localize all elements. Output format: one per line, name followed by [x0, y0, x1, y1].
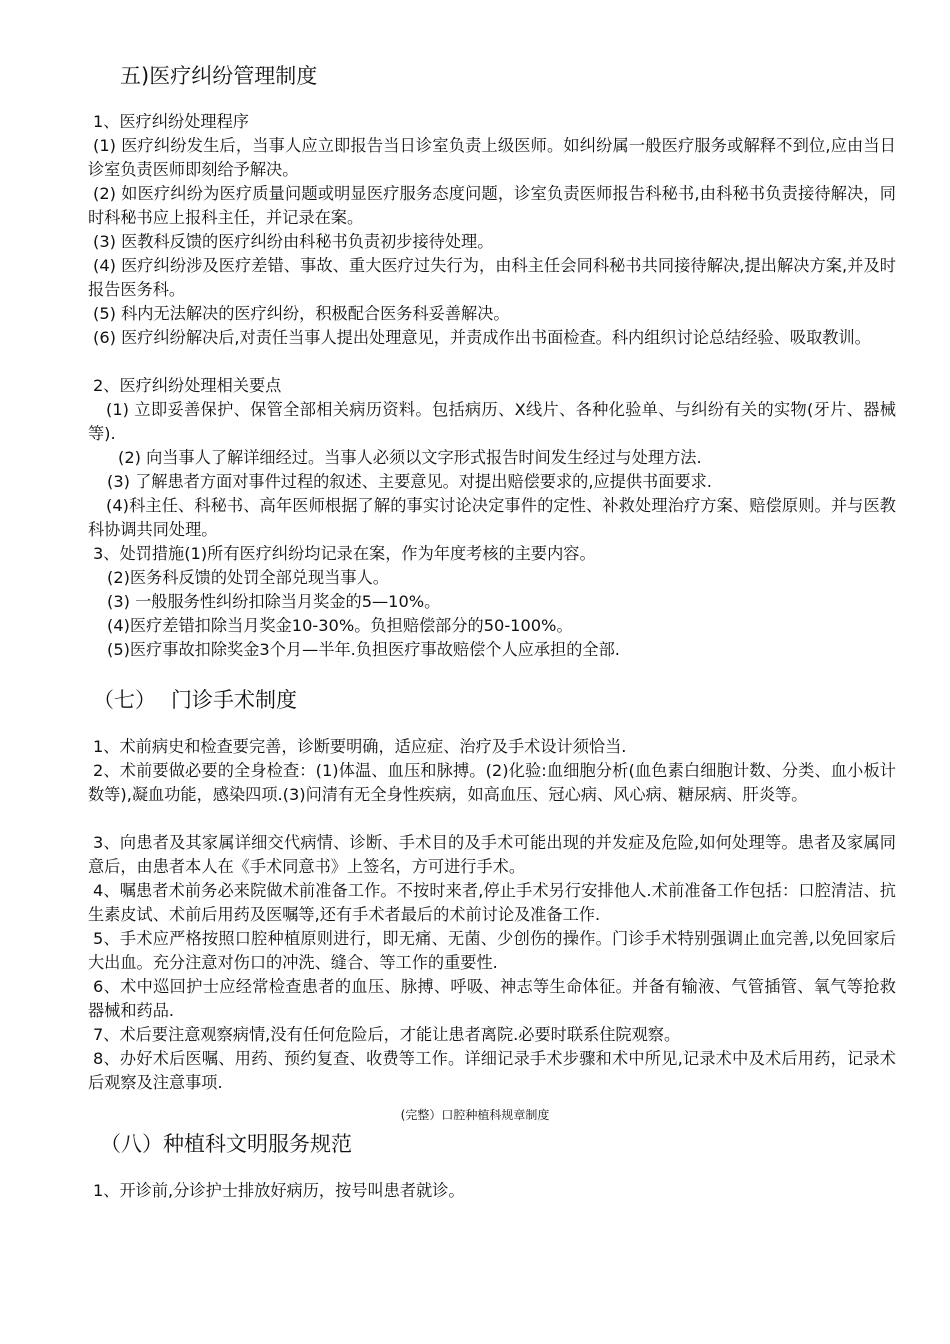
s5-line-15: (4)医疗差错扣除当月奖金10-30%。负担赔偿部分的50-100%。 [107, 616, 573, 635]
s5-line-8: (1) 立即妥善保护、保管全部相关病历资料。包括病历、X线片、各种化验单、与纠纷有关的实物(牙片、器械等). [88, 400, 896, 443]
s5-line-10: (3) 了解患者方面对事件过程的叙述、主要意见。对提出赔偿要求的,应提供书面要求. [107, 472, 712, 491]
s5-line-11: (4)科主任、科秘书、高年医师根据了解的事实讨论决定事件的定性、补救处理治疗方案、赔偿原则。并与医教科协调共同处理。 [88, 496, 896, 539]
s7-line-7: 8、办好术后医嘱、用药、预约复查、收费等工作。详细记录手术步骤和术中所见,记录术中及术后用药，记录术后观察及注意事项. [88, 1049, 896, 1092]
section5-title: 五)医疗纠纷管理制度 [120, 64, 318, 88]
s7-line-2: 3、向患者及其家属详细交代病情、诊断、手术目的及手术可能出现的并发症及危险,如何处理等。患者及家属同意后，由患者本人在《手术同意书》上签名，方可进行手术。 [88, 833, 896, 876]
section8-title: （八）种植科文明服务规范 [100, 1132, 352, 1156]
s7-line-6: 7、术后要注意观察病情,没有任何危险后，才能让患者离院.必要时联系住院观察。 [93, 1025, 681, 1044]
s7-line-0: 1、术前病史和检查要完善，诊断要明确，适应症、治疗及手术设计须恰当. [93, 737, 627, 756]
s5-line-16: (5)医疗事故扣除奖金3个月—半年.负担医疗事故赔偿个人应承担的全部. [107, 640, 620, 659]
s5-line-9: (2) 向当事人了解详细经过。当事人必须以文字形式报告时间发生经过与处理方法. [118, 448, 702, 467]
s5-line-6: (6) 医疗纠纷解决后,对责任当事人提出处理意见，并责成作出书面检查。科内组织讨论总结经验、吸取教训。 [93, 328, 871, 347]
s8-line-0: 1、开诊前,分诊护士排放好病历，按号叫患者就诊。 [93, 1181, 465, 1200]
s5-line-5: (5) 科内无法解决的医疗纠纷，积极配合医务科妥善解决。 [93, 304, 510, 323]
s7-line-4: 5、手术应严格按照口腔种植原则进行，即无痛、无菌、少创伤的操作。门诊手术特别强调止血完善,以免回家后大出血。充分注意对伤口的冲洗、缝合、等工作的重要性. [88, 929, 896, 972]
s5-line-2: (2) 如医疗纠纷为医疗质量问题或明显医疗服务态度问题，诊室负责医师报告科秘书,由科秘书负责接待解决，同时科秘书应上报科主任，并记录在案。 [88, 184, 896, 227]
section7-title-num: （七） [93, 688, 156, 712]
s5-line-3: (3) 医教科反馈的医疗纠纷由科秘书负责初步接待处理。 [93, 232, 494, 251]
s5-line-1: (1) 医疗纠纷发生后，当事人应立即报告当日诊室负责上级医师。如纠纷属一般医疗服务或解释不到位,应由当日诊室负责医师即刻给予解决。 [88, 136, 896, 179]
section7-title-text: 门诊手术制度 [171, 688, 297, 712]
s5-line-14: (3) 一般服务性纠纷扣除当月奖金的5—10%。 [107, 592, 441, 611]
s5-line-12: 3、处罚措施(1)所有医疗纠纷均记录在案，作为年度考核的主要内容。 [93, 544, 596, 563]
s5-line-4: (4) 医疗纠纷涉及医疗差错、事故、重大医疗过失行为，由科主任会同科秘书共同接待解决,提出解决方案,并及时报告医务科。 [88, 256, 896, 299]
s7-line-3: 4、嘱患者术前务必来院做术前准备工作。不按时来者,停止手术另行安排他人.术前准备工作包括：口腔清洁、抗生素皮试、术前后用药及医嘱等,还有手术者最后的术前讨论及准备工作. [88, 881, 896, 924]
s5-line-0: 1、医疗纠纷处理程序 [93, 112, 249, 131]
s5-line-7: 2、医疗纠纷处理相关要点 [93, 376, 282, 395]
s7-line-1: 2、术前要做必要的全身检查：(1)体温、血压和脉搏。(2)化验:血细胞分析(血色素白细胞计数、分类、血小板计数等),凝血功能，感染四项.(3)问清有无全身性疾病，如高血压、冠心病、风心病、糖尿病、肝炎等。 [88, 761, 896, 804]
page-footer: (完整）口腔种植科规章制度 [400, 1108, 550, 1122]
s5-line-13: (2)医务科反馈的处罚全部兑现当事人。 [107, 568, 389, 587]
s7-line-5: 6、术中巡回护士应经常检查患者的血压、脉搏、呼吸、神志等生命体征。并备有输液、气管插管、氧气等抢救器械和药品. [88, 977, 896, 1020]
